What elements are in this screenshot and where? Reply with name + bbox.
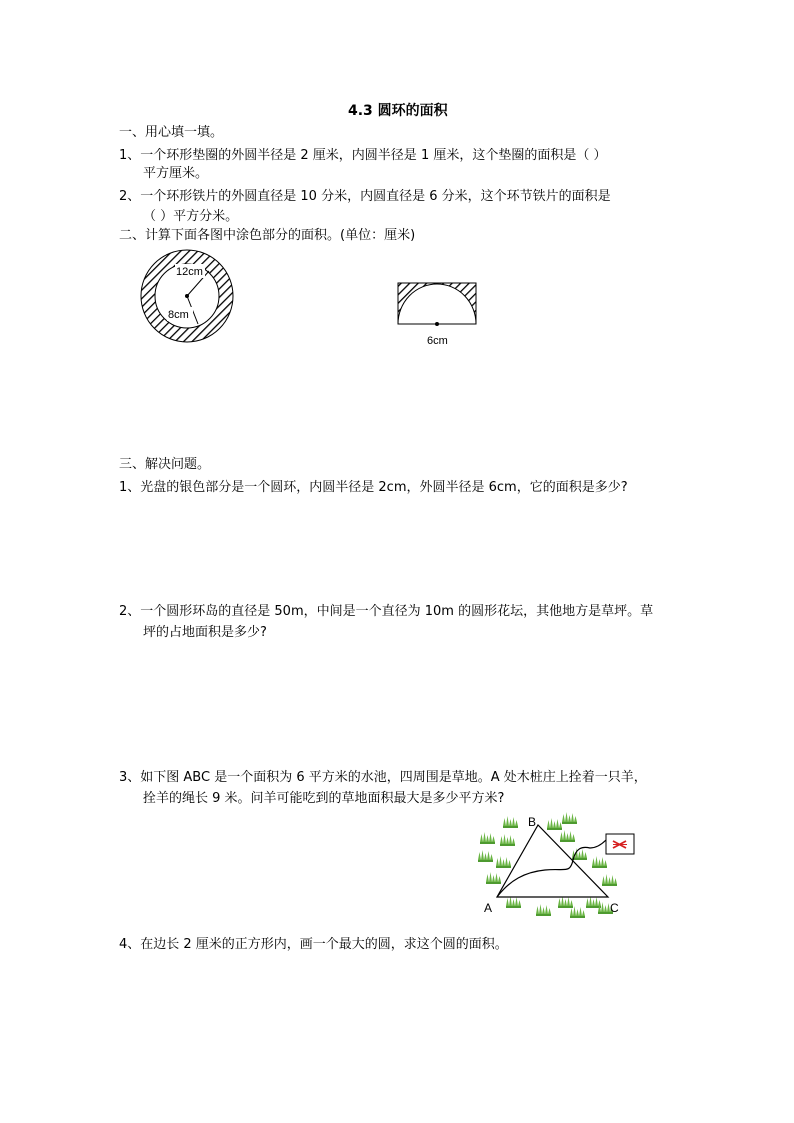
grass-icon: [536, 904, 551, 916]
grass-icon: [500, 834, 515, 846]
vertex-b-label: B: [528, 815, 537, 829]
section3-q3-line1: 3、如下图 ABC 是一个面积为 6 平方米的水池，四周围是草地。A 处木桩庄上拴着一只羊，: [119, 770, 647, 785]
ring-figure: [135, 245, 245, 357]
grass-icon: [486, 872, 501, 884]
semicircle-figure: [395, 280, 485, 352]
section3-q4: 4、在边长 2 厘米的正方形内，画一个最大的圆，求这个圆的面积。: [119, 937, 508, 952]
vertex-c-label: C: [610, 901, 619, 915]
grass-icon: [560, 830, 575, 842]
grass-icon: [503, 816, 518, 828]
grass-icon: [506, 896, 521, 908]
semicircle-center: [435, 322, 439, 326]
section3-q2-line1: 2、一个圆形环岛的直径是 50m，中间是一个直径为 10m 的圆形花坛，其他地方是草坪。草: [119, 604, 654, 619]
section3-q2-line2: 坪的占地面积是多少?: [143, 625, 267, 640]
base-label: 6cm: [427, 335, 448, 347]
vertex-a-label: A: [484, 901, 493, 915]
outer-radius-label: 12cm: [176, 266, 203, 278]
grass-icon: [602, 874, 617, 886]
section1-heading: 一、用心填一填。: [119, 125, 224, 140]
section3-heading: 三、解决问题。: [119, 457, 211, 472]
grass-icon: [592, 856, 607, 868]
section1-q2-line1: 2、一个环形铁片的外圆直径是 10 分米，内圆直径是 6 分米，这个环节铁片的面积是: [119, 189, 611, 204]
section2-heading: 二、计算下面各图中涂色部分的面积。(单位：厘米): [119, 228, 416, 243]
center-point: [185, 294, 189, 298]
section1-q1-line2: 平方厘米。: [143, 166, 209, 181]
grass-icon: [478, 850, 493, 862]
grass-icon: [558, 896, 573, 908]
pond-triangle: [497, 825, 608, 897]
page-title: 4.3 圆环的面积: [348, 103, 448, 119]
pond-figure: [470, 810, 650, 920]
grass-icon: [562, 812, 577, 824]
grass-icon: [480, 832, 495, 844]
grass-icon: [496, 856, 511, 868]
grass-icon: [572, 848, 587, 860]
section3-q1: 1、光盘的银色部分是一个圆环，内圆半径是 2cm，外圆半径是 6cm，它的面积是多少?: [119, 480, 628, 495]
inner-radius-label: 8cm: [168, 309, 189, 321]
grass-icon: [586, 896, 601, 908]
section1-q2-line2: （ ）平方分米。: [143, 209, 239, 224]
section1-q1-line1: 1、一个环形垫圈的外圆半径是 2 厘米，内圆半径是 1 厘米，这个垫圈的面积是（ ）: [119, 148, 607, 163]
section3-q3-line2: 拴羊的绳长 9 米。问羊可能吃到的草地面积最大是多少平方米?: [143, 791, 505, 806]
grass-icon: [547, 818, 562, 830]
